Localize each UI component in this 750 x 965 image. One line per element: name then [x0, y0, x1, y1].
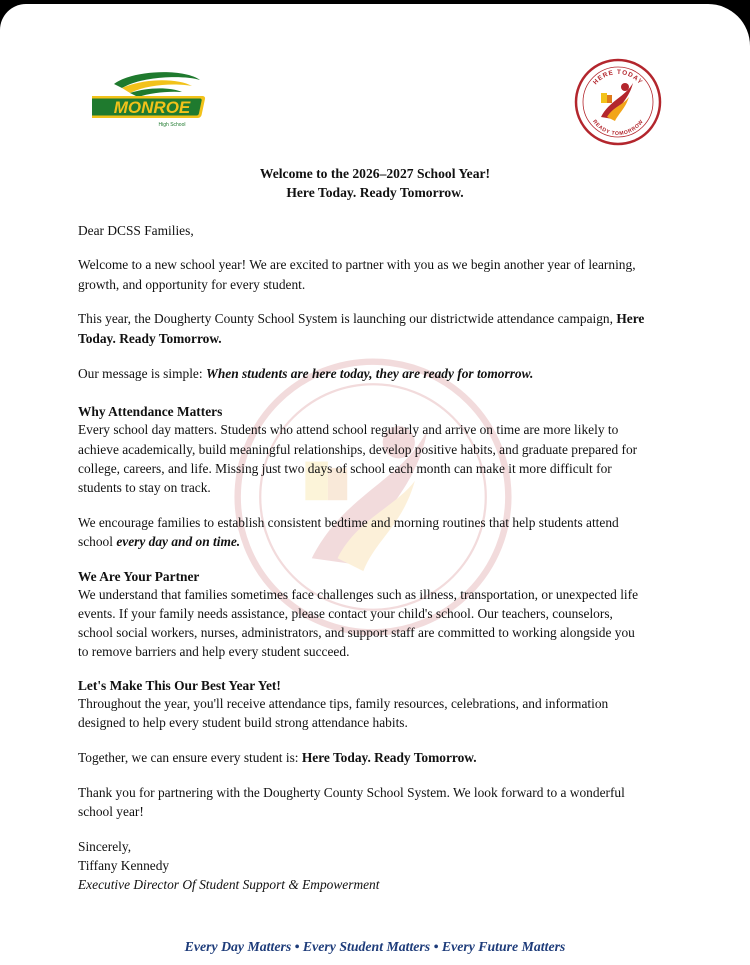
routines-line2: [78, 532, 678, 552]
attendance-line3: college, careers, and life. Missing just two days of school each month can make it more difficult for: [78, 461, 612, 476]
here-today-badge: [573, 57, 663, 147]
together-prefix: Together, we can ensure every student is:: [78, 750, 302, 765]
thanks-line2: school year!: [78, 804, 144, 819]
campaign-text: This year, the Dougherty County School System is launching our districtwide attendance campaign,: [78, 311, 613, 326]
monroe-logo-text: MONROE: [113, 98, 191, 117]
section-heading-best-year: Let's Make This Our Best Year Yet!: [78, 678, 281, 693]
message-prefix: Our message is simple:: [78, 366, 206, 381]
monroe-logo-subtext: High School: [158, 122, 186, 128]
partner-line4: to remove barriers and help every student succeed.: [78, 644, 350, 659]
together-slogan: Here Today. Ready Tomorrow.: [301, 750, 477, 765]
partner-line3: school social workers, nurses, administrators, and support staff are committed to working alongside you: [78, 625, 635, 640]
routines-line1: We encourage families to establish consistent bedtime and morning routines that help students attend: [78, 515, 619, 530]
partner-line2: events. If your family needs assistance, please contact your child's school. Our teachers, counselors,: [78, 606, 613, 621]
message-line: [78, 364, 678, 384]
closing: Sincerely,: [78, 839, 132, 854]
campaign-name-part2: Today. Ready Tomorrow.: [78, 331, 222, 346]
badge-bottom-text: READY TOMORROW: [591, 118, 645, 138]
best-year-line1: Throughout the year, you'll receive attendance tips, family resources, celebrations, and information: [78, 696, 609, 711]
together-line: [78, 748, 678, 768]
letter-heading-line1: Welcome to the 2026–2027 School Year!: [259, 166, 491, 181]
partner-line1: We understand that families sometimes face challenges such as illness, transportation, or unexpected life: [78, 587, 639, 602]
signer-name: Tiffany Kennedy: [78, 858, 170, 873]
thanks-line1: Thank you for partnering with the Dougherty County School System. We look forward to a wonderful: [78, 785, 625, 800]
monroe-logo: [92, 66, 216, 132]
badge-top-text: HERE TODAY: [592, 68, 644, 87]
letter-heading-line2: Here Today. Ready Tomorrow.: [286, 185, 464, 200]
campaign-line1: [78, 309, 678, 329]
letter-page: [0, 4, 750, 965]
intro-line1: Welcome to a new school year! We are excited to partner with you as we begin another year of learning,: [78, 257, 636, 272]
attendance-line1: Every school day matters. Students who attend school regularly and arrive on time are more likely to: [78, 422, 619, 437]
footer-tagline: Every Day Matters • Every Student Matters • Every Future Matters: [184, 939, 566, 954]
routines-prefix: school: [78, 534, 117, 549]
best-year-line2: designed to help every student build strong attendance habits.: [78, 715, 408, 730]
attendance-line2: achieve academically, build meaningful relationships, develop positive habits, and graduate prepared for: [78, 442, 638, 457]
routines-emphasis: every day and on time.: [116, 534, 241, 549]
section-heading-attendance: Why Attendance Matters: [78, 404, 223, 419]
signer-title: Executive Director Of Student Support & Empowerment: [78, 877, 380, 892]
salutation: Dear DCSS Families,: [78, 223, 194, 238]
intro-line2: growth, and opportunity for every student.: [78, 277, 306, 292]
attendance-line4: students to stay on track.: [78, 480, 211, 495]
message-emphasis: When students are here today, they are ready for tomorrow.: [205, 366, 534, 381]
campaign-name-part1: Here: [616, 311, 645, 326]
section-heading-partner: We Are Your Partner: [78, 569, 200, 584]
